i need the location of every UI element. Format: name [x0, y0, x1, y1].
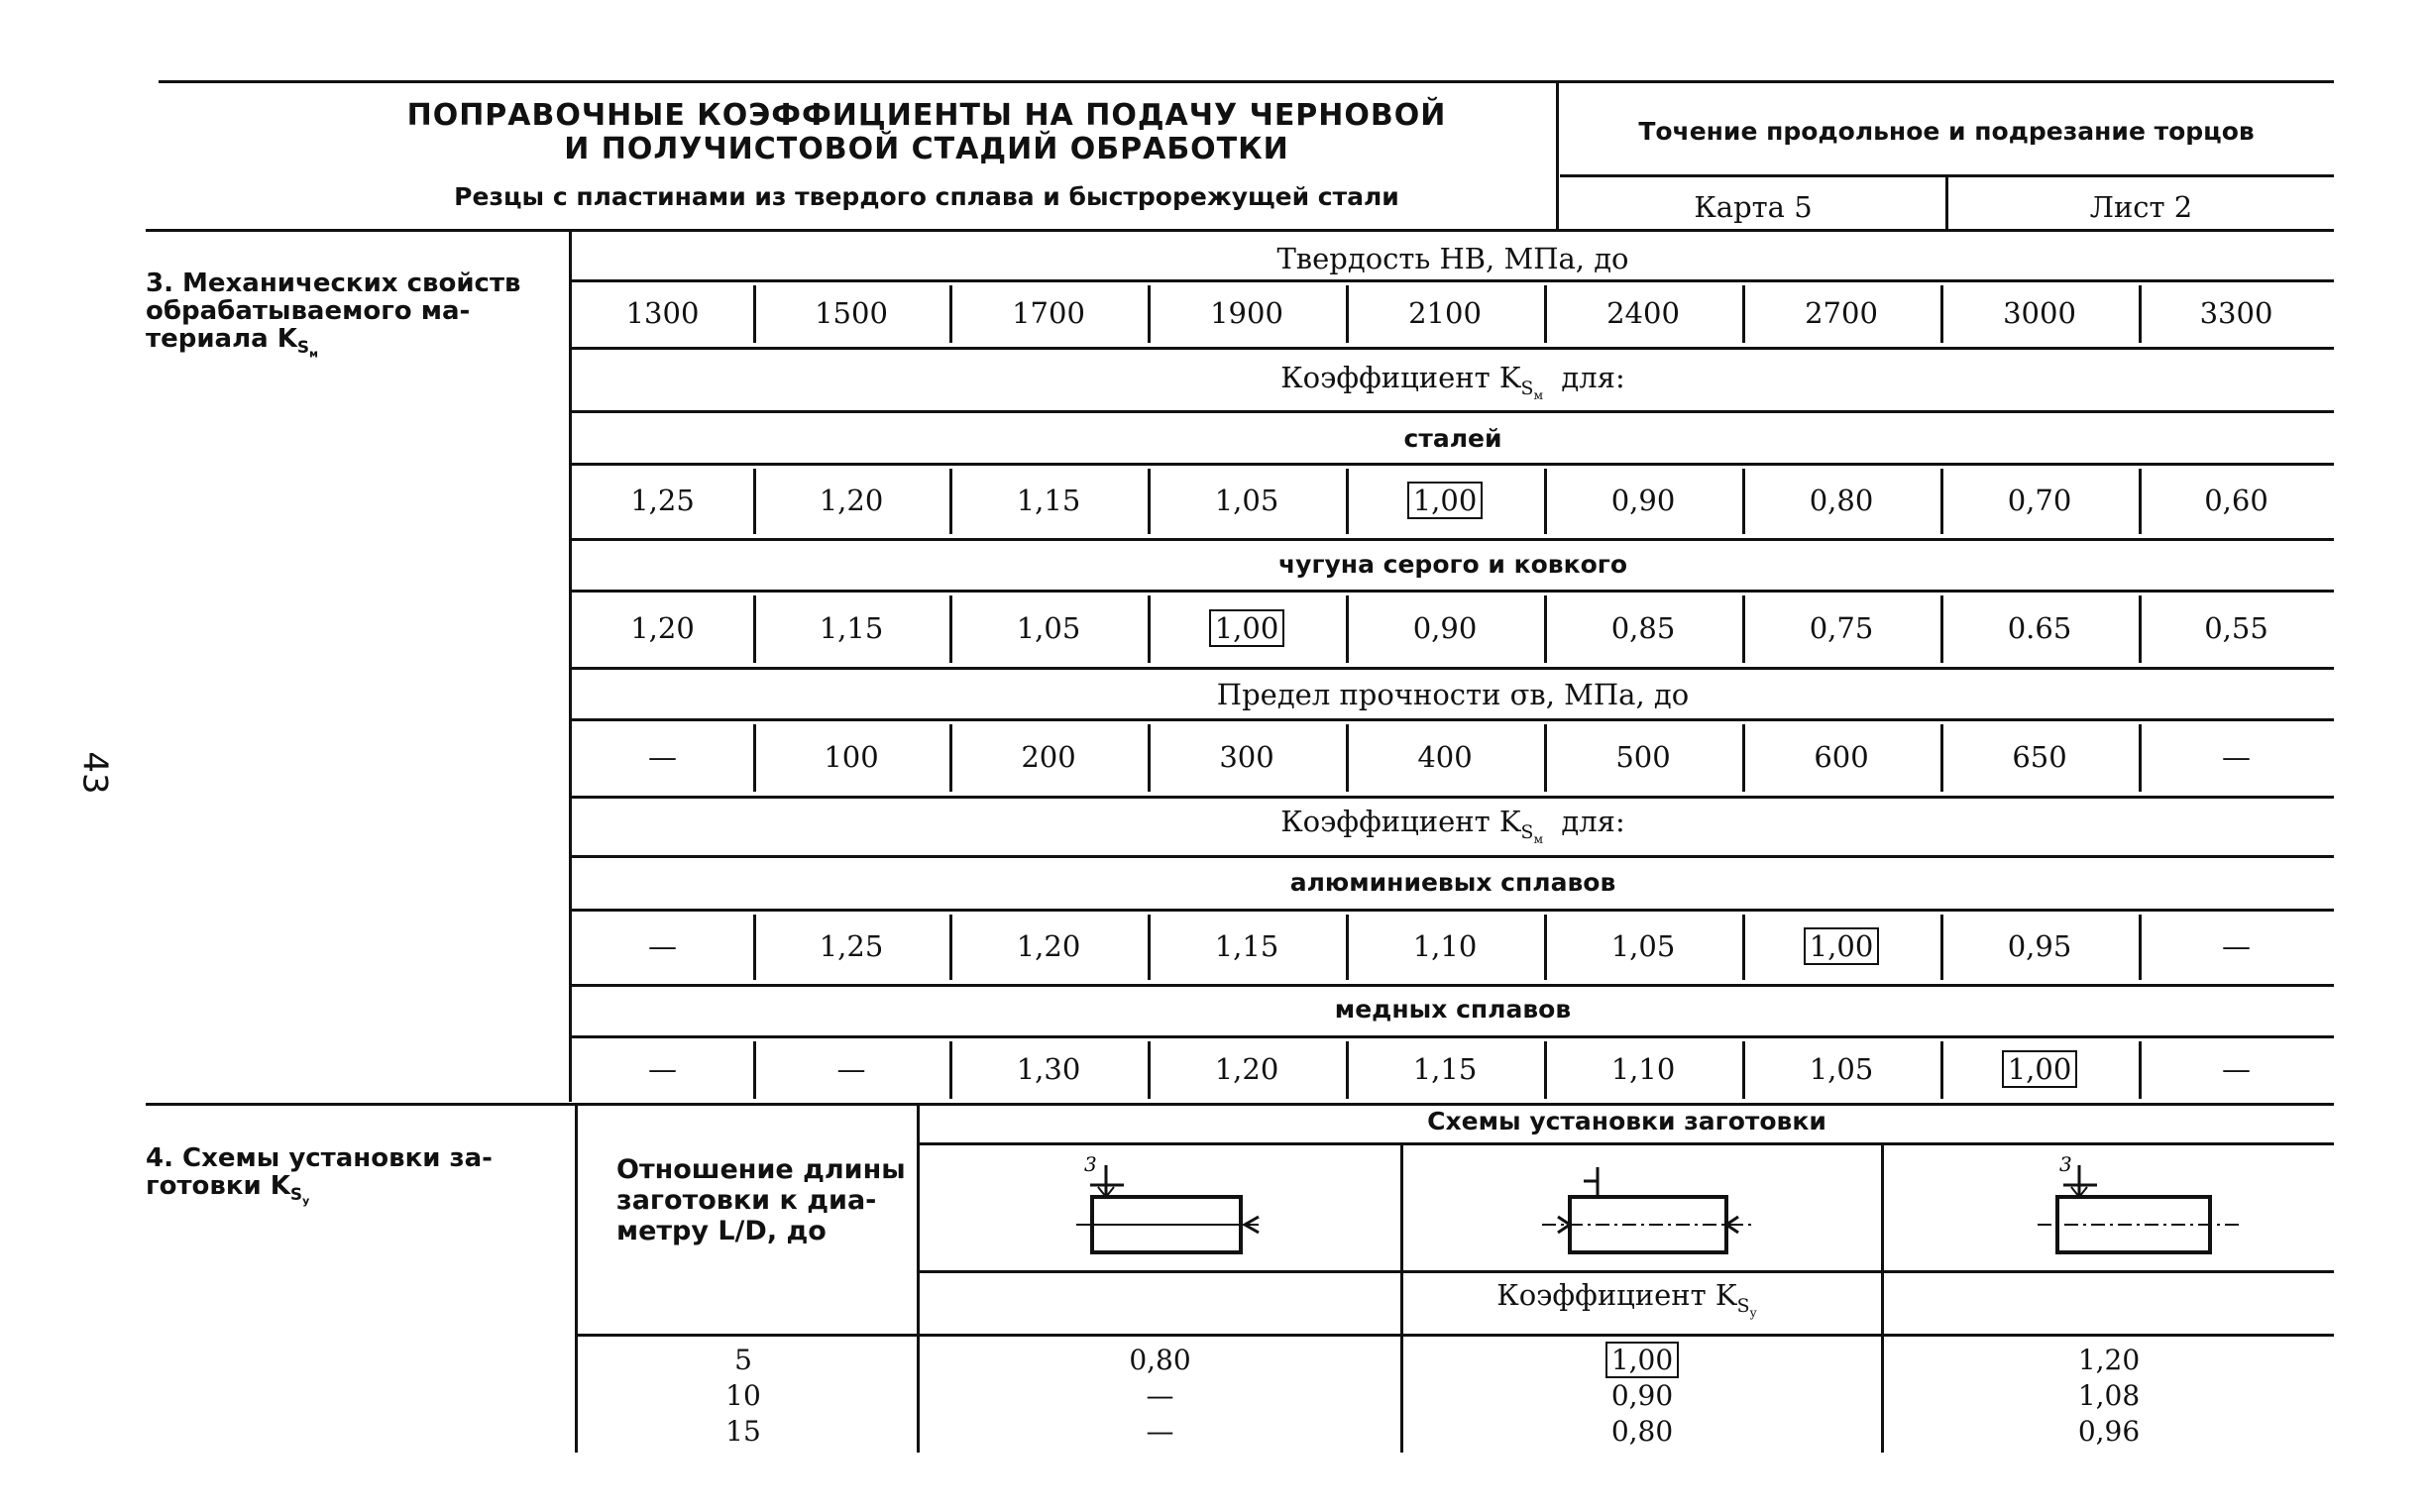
strength-separator [753, 724, 756, 792]
strength-header: Предел прочности σв, МПа, до [1216, 678, 1690, 711]
iron-separator [1544, 595, 1547, 663]
iron-label: чугуна серого и ковкого [1277, 550, 1627, 579]
aluminum-cell: — [2222, 929, 2251, 963]
hardness-cell: 3300 [2199, 296, 2273, 330]
hardness-separator [2139, 285, 2142, 343]
coef-steel-header: Коэффициент $K_{S_м}$ для: [1280, 361, 1625, 402]
strength-cell: — [648, 740, 677, 774]
strength-cell: — [2222, 740, 2251, 774]
iron-cell: 0,85 [1610, 611, 1676, 645]
rule-strength-top [572, 718, 2334, 721]
schemes-header: Схемы установки заготовки [1427, 1107, 1826, 1135]
aluminum-separator [753, 915, 756, 980]
copper-cell: 1,00 [1940, 1052, 2139, 1086]
rule-copper-top [572, 1035, 2334, 1038]
steel-cell: 0,90 [1610, 484, 1676, 517]
iron-separator [2139, 595, 2142, 663]
top-rule [159, 80, 2334, 83]
ld-value: 5 [734, 1344, 752, 1376]
hardness-separator [1742, 285, 1745, 343]
header-bottom-rule [146, 229, 2334, 232]
rule-steel-top [572, 463, 2334, 466]
hardness-cell: 1300 [625, 296, 700, 330]
iron-cell: 1,00 [1148, 611, 1346, 645]
steel-separator [1940, 469, 1943, 534]
strength-separator [949, 724, 952, 792]
rule-iron-top [572, 590, 2334, 593]
coef-sy-header: Коэффициент $K_{S_у}$ [1496, 1278, 1757, 1320]
scheme-2-value: 0,90 [1610, 1379, 1674, 1412]
coef-alloy-header: Коэффициент $K_{S_м}$ для: [1280, 805, 1625, 846]
iron-cell: 0,90 [1412, 611, 1478, 645]
hardness-separator [753, 285, 756, 343]
iron-cell: 0.65 [2007, 611, 2072, 645]
steel-cell: 1,20 [819, 484, 884, 517]
steel-label: сталей [1403, 424, 1502, 453]
copper-cell: — [648, 1052, 677, 1086]
iron-separator [1940, 595, 1943, 663]
scheme-2-diagram [1536, 1151, 1774, 1270]
hardness-cell: 3000 [2003, 296, 2076, 330]
steel-separator [1148, 469, 1151, 534]
iron-separator [1742, 595, 1745, 663]
aluminum-separator [1346, 915, 1349, 980]
iron-separator [949, 595, 952, 663]
scheme-3-value: 0,96 [2077, 1415, 2141, 1448]
scheme-1-value: — [1146, 1379, 1174, 1412]
rule-coef2-bottom [572, 855, 2334, 858]
aluminum-cell: 1,00 [1742, 929, 1940, 963]
hardness-separator [1148, 285, 1151, 343]
aluminum-cell: — [648, 929, 677, 963]
hardness-separator [949, 285, 952, 343]
steel-separator [1742, 469, 1745, 534]
strength-separator [1148, 724, 1151, 792]
strength-separator [2139, 724, 2142, 792]
copper-cell: — [2222, 1052, 2251, 1086]
rule-coef-bottom [572, 410, 2334, 413]
section4-label: 4. Схемы установки за- готовки $K_{S_у}$ [146, 1143, 493, 1208]
strength-cell: 400 [1417, 740, 1473, 774]
scheme-1-value: 0,80 [1129, 1344, 1191, 1376]
header-divider [1556, 83, 1559, 230]
page-title-line2: И ПОЛУЧИСТОВОЙ СТАДИЙ ОБРАБОТКИ [564, 132, 1289, 166]
hardness-cell: 1700 [1012, 296, 1085, 330]
iron-separator [1346, 595, 1349, 663]
rule-steel-bottom [572, 538, 2334, 541]
hardness-separator [1940, 285, 1943, 343]
steel-cell: 0,60 [2204, 484, 2268, 517]
copper-separator [1148, 1041, 1151, 1099]
copper-cell: 1,30 [1016, 1052, 1081, 1086]
rule-schemes-top [920, 1142, 2334, 1145]
steel-separator [949, 469, 952, 534]
iron-cell: 1,20 [630, 611, 695, 645]
strength-cell: 600 [1814, 740, 1869, 774]
hardness-cell: 2700 [1805, 296, 1878, 330]
aluminum-separator [2139, 915, 2142, 980]
steel-cell: 1,05 [1214, 484, 1279, 517]
section4-left-border [575, 1106, 578, 1453]
strength-separator [1940, 724, 1943, 792]
page-number: 43 [74, 751, 115, 795]
rule-iron-bottom [572, 667, 2334, 670]
copper-cell: 1,15 [1412, 1052, 1478, 1086]
iron-cell: 1,15 [819, 611, 884, 645]
strength-cell: 500 [1615, 740, 1671, 774]
copper-cell: 1,20 [1214, 1052, 1279, 1086]
strength-separator [1742, 724, 1745, 792]
copper-separator [949, 1041, 952, 1099]
copper-cell: 1,05 [1809, 1052, 1874, 1086]
hardness-cell: 1900 [1210, 296, 1283, 330]
rule-aluminum-bottom [572, 984, 2334, 987]
strength-cell: 100 [824, 740, 879, 774]
ratio-label: Отношение длины заготовки к диа- метру L/D, до [616, 1154, 906, 1246]
strength-separator [1346, 724, 1349, 792]
scheme-3-value: 1,08 [2077, 1379, 2141, 1412]
iron-cell: 0,75 [1809, 611, 1874, 645]
steel-cell: 1,00 [1346, 484, 1544, 517]
steel-cell: 0,70 [2007, 484, 2072, 517]
strength-cell: 200 [1021, 740, 1076, 774]
aluminum-cell: 1,10 [1412, 929, 1478, 963]
hardness-cell: 1500 [815, 296, 888, 330]
ld-value: 15 [725, 1415, 761, 1448]
steel-separator [2139, 469, 2142, 534]
iron-cell: 0,55 [2204, 611, 2268, 645]
copper-separator [1544, 1041, 1547, 1099]
aluminum-separator [1544, 915, 1547, 980]
copper-separator [1742, 1041, 1745, 1099]
copper-separator [2139, 1041, 2142, 1099]
scheme-1-value: — [1146, 1415, 1174, 1448]
scheme-3-mark: 3 [2059, 1152, 2072, 1176]
steel-separator [1346, 469, 1349, 534]
hardness-cell: 2400 [1606, 296, 1680, 330]
aluminum-separator [949, 915, 952, 980]
steel-cell: 0,80 [1809, 484, 1874, 517]
strength-cell: 300 [1219, 740, 1274, 774]
hardness-cell: 2100 [1408, 296, 1482, 330]
copper-cell: 1,10 [1610, 1052, 1676, 1086]
rule-coef-sy-top [920, 1270, 2334, 1273]
aluminum-cell: 1,20 [1016, 929, 1081, 963]
scheme-1-diagram [1070, 1151, 1288, 1270]
aluminum-cell: 1,25 [819, 929, 884, 963]
scheme-1-mark: 3 [1084, 1152, 1097, 1176]
section3-label: 3. Механических свойств обрабатываемого ма- териала $K_{S_м}$ [146, 269, 521, 361]
iron-separator [753, 595, 756, 663]
hardness-header: Твердость НВ, МПа, до [1276, 242, 1629, 275]
steel-cell: 1,15 [1016, 484, 1081, 517]
copper-label: медных сплавов [1334, 995, 1572, 1024]
rule-hardness-bottom [572, 347, 2334, 350]
aluminum-cell: 1,05 [1610, 929, 1676, 963]
strength-cell: 650 [2012, 740, 2067, 774]
aluminum-separator [1940, 915, 1943, 980]
aluminum-cell: 0,95 [2007, 929, 2072, 963]
iron-separator [1148, 595, 1151, 663]
rule-section4-values-top [578, 1334, 2334, 1337]
card-label: Карта 5 [1694, 190, 1813, 224]
section-divider-rule [146, 1103, 2334, 1106]
aluminum-label: алюминиевых сплавов [1289, 868, 1616, 897]
scheme-2-mark: 1 [1576, 1155, 1588, 1176]
steel-separator [753, 469, 756, 534]
scheme-3-value: 1,20 [2077, 1344, 2141, 1376]
rule-aluminum-top [572, 909, 2334, 912]
copper-separator [1346, 1041, 1349, 1099]
page-subtitle: Резцы с пластинами из твердого сплава и быстрорежущей стали [454, 182, 1399, 211]
steel-cell: 1,25 [630, 484, 695, 517]
hardness-separator [1544, 285, 1547, 343]
page-title-line1: ПОПРАВОЧНЫЕ КОЭФФИЦИЕНТЫ НА ПОДАЧУ ЧЕРНОВОЙ [406, 98, 1447, 133]
aluminum-separator [1148, 915, 1151, 980]
copper-cell: — [836, 1052, 866, 1086]
copper-separator [753, 1041, 756, 1099]
strength-separator [1544, 724, 1547, 792]
rule-strength-bottom [572, 796, 2334, 799]
hardness-separator [1346, 285, 1349, 343]
scheme-2-value: 0,80 [1610, 1415, 1674, 1448]
operation-label: Точение продольное и подрезание торцов [1638, 117, 2255, 146]
ld-value: 10 [725, 1379, 761, 1412]
steel-separator [1544, 469, 1547, 534]
scheme-3-diagram [2022, 1151, 2260, 1270]
copper-separator [1940, 1041, 1943, 1099]
aluminum-separator [1742, 915, 1745, 980]
rule-hardness-top [572, 279, 2334, 282]
aluminum-cell: 1,15 [1214, 929, 1279, 963]
scheme-2-value: 1,00 [1403, 1344, 1881, 1377]
iron-cell: 1,05 [1016, 611, 1081, 645]
sheet-label: Лист 2 [2089, 190, 2193, 224]
